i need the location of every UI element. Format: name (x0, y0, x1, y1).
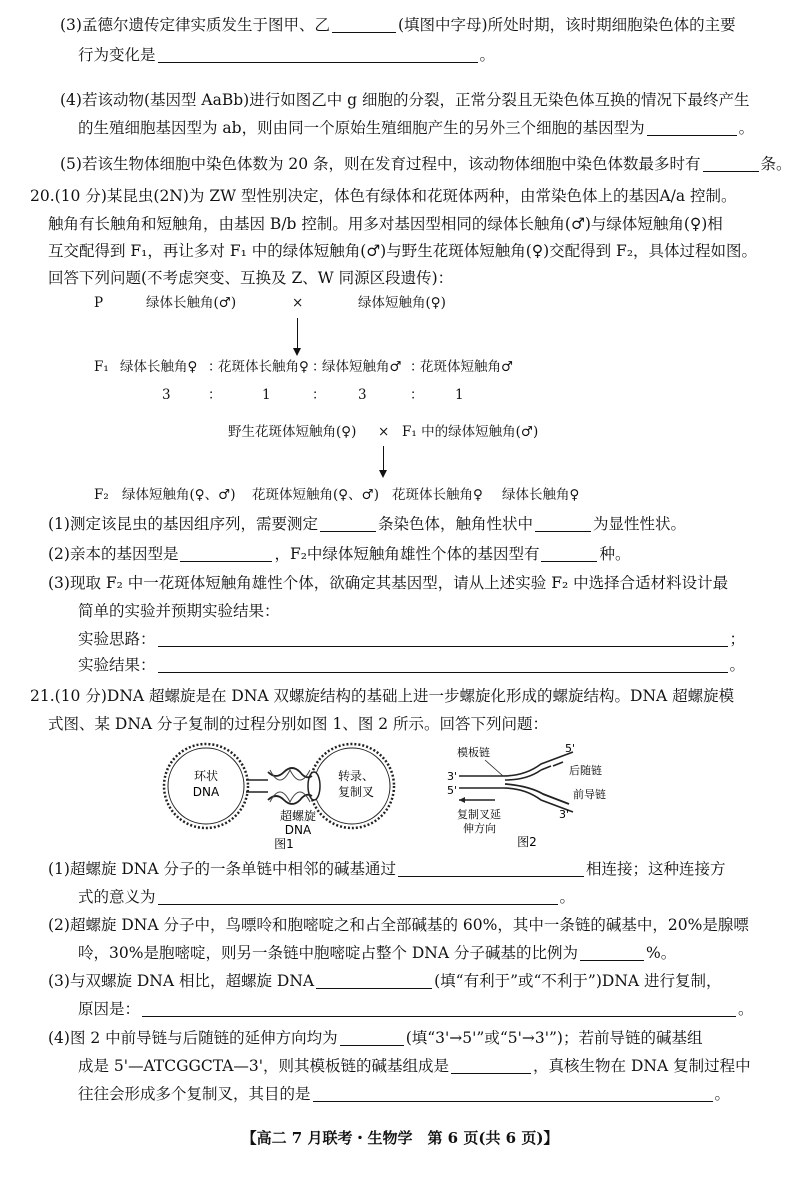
q19-part4-line2: 的生殖细胞基因型为 ab，则由同一个原始生殖细胞产生的另外三个细胞的基因型为 。 (78, 119, 755, 137)
figure-1-supercoil (160, 742, 420, 852)
fig2-label: 伸方向 (463, 822, 496, 835)
fig2-label: 后随链 (569, 764, 602, 777)
q21-part2-line2: 呤，30%是胞嘧啶，则另一条链中胞嘧啶占整个 DNA 分子碱基的比例为 %。 (78, 944, 677, 962)
q20-result-line: 实验结果： 。 (78, 656, 746, 674)
answer-blank[interactable] (158, 630, 728, 647)
fig2-caption: 图2 (517, 835, 537, 849)
q19-part3-line1: (3)孟德尔遗传定律实质发生于图甲、乙 (填图中字母)所处时期，该时期细胞染色体的主要 (60, 16, 736, 34)
answer-blank[interactable] (158, 656, 728, 673)
fig1-label: DNA (284, 823, 312, 837)
supercoil-helix (268, 768, 312, 804)
page-footer: 【高二 7 月联考・生物学 第 6 页(共 6 页)】 (241, 1129, 559, 1147)
q20-part2: (2)亲本的基因型是 ，F₂中绿体短触角雄性个体的基因型有 种。 (48, 545, 631, 563)
answer-blank[interactable] (320, 515, 376, 532)
fig2-label: 模板链 (457, 746, 490, 759)
figure-2-replication-fork (445, 742, 625, 852)
q21-part2-line1: (2)超螺旋 DNA 分子中，鸟嘌呤和胞嘧啶之和占全部碱基的 60%，其中一条链的碱基中，20%是腺嘌 (48, 916, 749, 934)
fig1-label: 环状 (193, 769, 219, 783)
answer-blank[interactable] (158, 46, 478, 63)
q21-part4-line2: 成是 5'—ATCGGCTA—3'，则其模板链的碱基组成是 ，真核生物在 DNA 复制过程中 (78, 1057, 751, 1075)
answer-blank[interactable] (398, 860, 584, 877)
q19-part4-line1: (4)若该动物(基因型 AaBb)进行如图乙中 g 细胞的分裂，正常分裂且无染色体互换的情况下最终产生 (60, 91, 750, 109)
fig2-label: 3' (447, 770, 458, 783)
fig2-label: 3' (559, 808, 570, 821)
answer-blank[interactable] (180, 545, 272, 562)
leading-strand (505, 784, 569, 804)
fig1-label: 超螺旋 (279, 809, 317, 823)
exam-page: (3)孟德尔遗传定律实质发生于图甲、乙 (填图中字母)所处时期，该时期细胞染色体的主要 行为变化是 。 (4)若该动物(基因型 AaBb)进行如图乙中 g 细胞的分裂，正常分裂且无染色体互换的情况下最终产生 的生殖细胞基因型为 ab，则由同一个原始生殖细胞产生的另外三个细胞的基因型为 。 (5)若该生物体细胞中染色体数为 20 条，则在发育过程中，该动物体细胞中染色体数最多时有 条。 20.(10 分)某昆虫(2N)为 ZW 型性别决定，体色有绿体和花斑体两种，由常染色体上的基因A/a 控制。 触角有长触角和短触角，由基因 B/b 控制。用多对基因型相同的绿体长触角(♂)与绿体短触角(♀)相 互交配得到 F₁，再让多对 F₁ 中的绿体短触角(♂)与野生花斑体短触角(♀)交配得到 F₂，具体过程如图。 回答下列问题(不考虑突变、互换及 Z、W 同源区段遗传)： P 绿体长触角(♂) × 绿体短触角(♀) F₁ 绿体长触角♀ ： 花斑体长触角♀ ： 绿体短触角♂ ： 花斑体短触角♂ 3 ： 1 ： 3 ： 1 野生花斑体短触角(♀) × F₁ 中的绿体短触角(♂) F₂ 绿体短触角(♀、♂) 花斑体短触角(♀、♂) 花斑体长触角♀ 绿体长触角♀ (1)测定该昆虫的基因组序列，需要测定 条染色体，触角性状中 为显性性状。 (2)亲本的基因型是 ，F₂中绿体短触角雄性个体的基因型有 种。 (3)现取 F₂ 中一花斑体短触角雄性个体，欲确定其基因型，请从上述实验 F₂ 中选择合适材料设计最 简单的实验并预期实验结果： 实验思路： ； 实验结果： 。 21.(10 分)DNA 超螺旋是在 DNA 双螺旋结构的基础上进一步螺旋化形成的螺旋结构。DNA 超螺旋模 式图、某 DNA 分子复制的过程分别如图 1、图 2 所示。回答下列问题： 环状 DNA 转录、 复制叉 超螺旋 DNA 图1 模板链 5' 3' 后随链 5' 前导链 3' 复制叉延 伸方向 图2 (1)超螺旋 DNA 分子的一条单链中相邻的碱基通过 相连接；这种连接方 式的意义为 。 (2)超螺旋 DNA 分子中，鸟嘌呤和胞嘧啶之和占全部碱基的 60%，其中一条链的碱基中，20%是腺嘌 呤，30%是胞嘧啶，则另一条链中胞嘧啶占整个 DNA 分子碱基的比例为 %。 (3)与双螺旋 DNA 相比，超螺旋 DNA (填“有利于”或“不利于”)DNA 进行复制， 原因是： 。 (4)图 2 中前导链与后随链的延伸方向均为 (填“3'→5'”或“5'→3'”)；若前导链的碱基组 成是 5'—ATCGGCTA—3'，则其模板链的碱基组成是 ，真核生物在 DNA 复制过程中 往往会形成多个复制叉，其目的是 。 【高二 7 月联考・生物学 第 6 页(共 6 页)】 (0, 0, 800, 1193)
fig1-label: DNA (192, 785, 220, 799)
q20-stem-line4: 回答下列问题(不考虑突变、互换及 Z、W 同源区段遗传)： (48, 269, 454, 287)
q20-part3-line1: (3)现取 F₂ 中一花斑体短触角雄性个体，欲确定其基因型，请从上述实验 F₂ 中选择合适材料设计最 (48, 574, 729, 592)
fig2-label: 5' (565, 742, 576, 755)
q21-part4-line1: (4)图 2 中前导链与后随链的延伸方向均为 (填“3'→5'”或“5'→3'”)；若前导链的碱基组 (48, 1029, 703, 1047)
fig1-label: 复制叉 (337, 785, 375, 799)
q20-stem-line3: 互交配得到 F₁，再让多对 F₁ 中的绿体短触角(♂)与野生花斑体短触角(♀)交配得到 F₂，具体过程如图。 (48, 242, 758, 260)
q21-stem-line2: 式图、某 DNA 分子复制的过程分别如图 1、图 2 所示。回答下列问题： (48, 715, 549, 733)
q19-part3-line2: 行为变化是 。 (78, 46, 496, 64)
answer-blank[interactable] (142, 1000, 736, 1017)
q21-part4-line3: 往往会形成多个复制叉，其目的是 。 (78, 1085, 731, 1103)
q20-idea-line: 实验思路： ； (78, 630, 746, 648)
q21-stem-line1: 21.(10 分)DNA 超螺旋是在 DNA 双螺旋结构的基础上进一步螺旋化形成的螺旋结构。DNA 超螺旋模 (30, 687, 735, 705)
q19-part5: (5)若该生物体细胞中染色体数为 20 条，则在发育过程中，该动物体细胞中染色体数最多时有 条。 (60, 155, 792, 173)
answer-blank[interactable] (535, 515, 591, 532)
answer-blank[interactable] (647, 119, 737, 136)
down-arrow-icon (383, 446, 384, 476)
answer-blank[interactable] (332, 16, 396, 33)
answer-blank[interactable] (580, 944, 644, 961)
q21-part3-line2: 原因是： 。 (78, 1000, 754, 1018)
fig2-label: 前导链 (573, 788, 606, 801)
fig1-label: 转录、 (337, 769, 375, 783)
q21-part3-line1: (3)与双螺旋 DNA 相比，超螺旋 DNA (填“有利于”或“不利于”)DNA 进行复制， (48, 972, 722, 990)
q20-part1: (1)测定该昆虫的基因组序列，需要测定 条染色体，触角性状中 为显性性状。 (48, 515, 686, 533)
answer-blank[interactable] (703, 155, 759, 172)
q20-stem-line1: 20.(10 分)某昆虫(2N)为 ZW 型性别决定，体色有绿体和花斑体两种，由常染色体上的基因A/a 控制。 (30, 187, 737, 205)
answer-blank[interactable] (451, 1057, 531, 1074)
answer-blank[interactable] (158, 888, 558, 905)
answer-blank[interactable] (316, 972, 432, 989)
fig1-caption: 图1 (274, 837, 294, 851)
q20-part3-line2: 简单的实验并预期实验结果： (78, 602, 280, 620)
fig2-label: 5' (447, 784, 458, 797)
q21-part1-line2: 式的意义为 。 (78, 888, 576, 906)
down-arrow-icon (297, 318, 298, 354)
fig2-label: 复制叉延 (457, 808, 501, 821)
answer-blank[interactable] (313, 1085, 713, 1102)
q20-stem-line2: 触角有长触角和短触角，由基因 B/b 控制。用多对基因型相同的绿体长触角(♂)与绿体短触角(♀)相 (48, 215, 723, 233)
answer-blank[interactable] (340, 1029, 404, 1046)
answer-blank[interactable] (541, 545, 597, 562)
q21-part1-line1: (1)超螺旋 DNA 分子的一条单链中相邻的碱基通过 相连接；这种连接方 (48, 860, 726, 878)
